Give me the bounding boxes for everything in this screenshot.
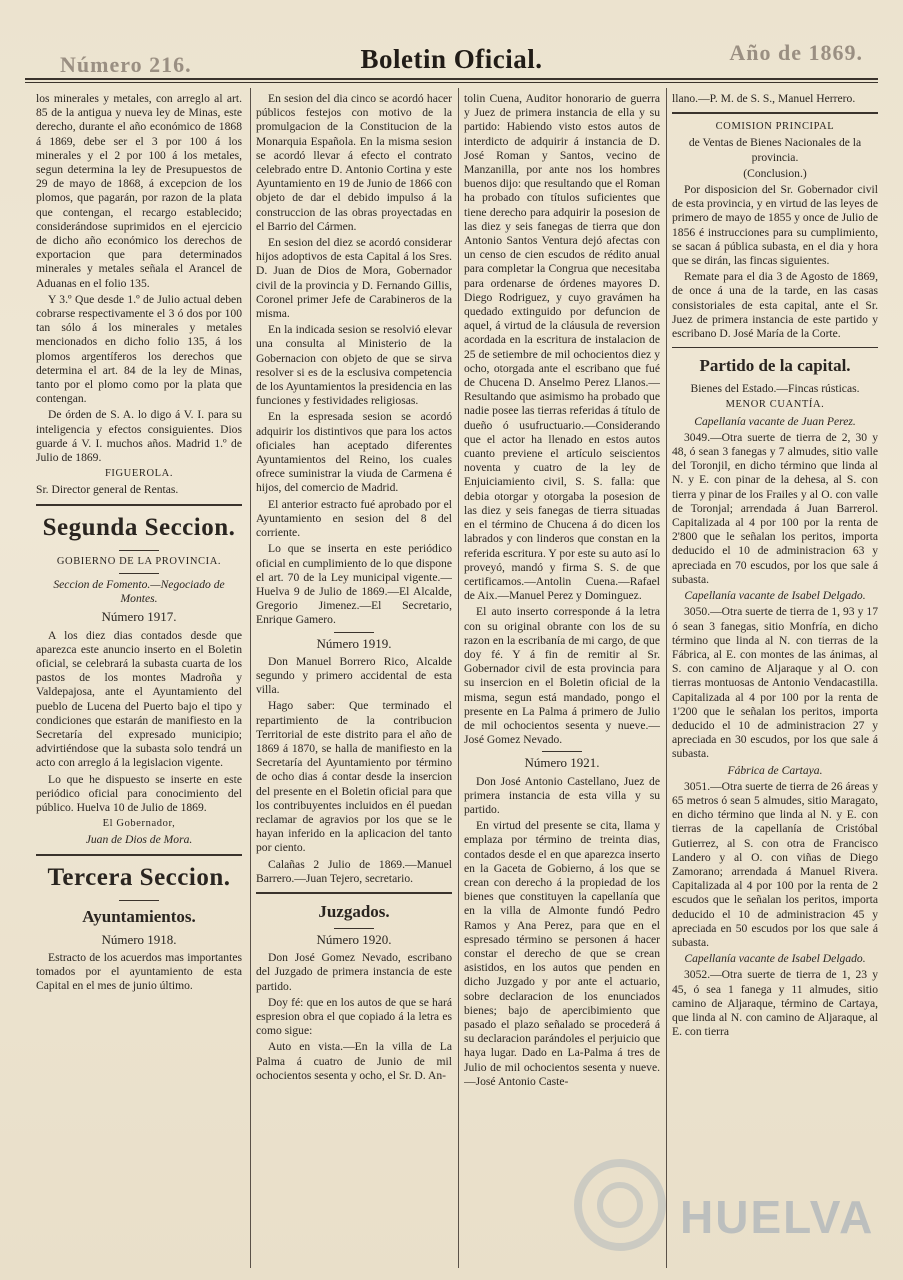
- subsection-title: Juzgados.: [318, 901, 390, 921]
- subsection-title: Partido de la capital.: [699, 356, 851, 376]
- commission-subtitle: de Ventas de Bienes Nacionales de la provincia.: [688, 136, 862, 164]
- section-subtitle: GOBIERNO DE LA PROVINCIA.: [56, 555, 222, 567]
- notice-number: Número 1919.: [316, 635, 392, 651]
- paragraph: Estracto de los acuerdos mas importantes tomados por el ayuntamiento de esta Capital en el mes de junio último.: [36, 950, 242, 993]
- section-title: Tercera Seccion.: [47, 863, 231, 891]
- paragraph: En virtud del presente se cita, llama y emplaza por término de treinta dias, contados desde el en que aparezca inserto en la Gaceta de Gobierno, á los que se crean con derecho á la propiedad de los bienes que constituyen la capellanía que en la villa de Almonte fundó Pedro Ramos y Ana Perez, para que en el espresado término se personen á hacer constar el derecho de que se crean asistidos, en los autos que penden en dicho Juzgado y por ante el actuario, sobre declaracion de los enunciados bienes; bajo de apercibimiento que pasado el plazo señalado se procederá á su declaracion parándoles el perjuicio que haya lugar. Dado en La-Palma á tres de Julio de mil ochocientos sesenta y nueve.—José Antonio Caste-: [464, 819, 660, 1088]
- section-rule: [672, 347, 878, 348]
- paragraph: llano.—P. M. de S. S., Manuel Herrero.: [672, 92, 856, 105]
- short-rule: [119, 900, 159, 901]
- short-rule: [542, 751, 582, 752]
- department-label: Seccion de Fomento.—Negociado de Montes.: [53, 577, 225, 606]
- notice-number: Número 1920.: [316, 931, 392, 947]
- paragraph: los minerales y metales, con arreglo al art. 85 de la antigua y nueva ley de Minas, este derecho, durante el año económico de 1868 á 1869, debe ser el 3 por 100 á los minerales y el 2 por 100 á los metales, segun determina la ley de Presupuestos de 29 de mayo de 1868, á excepcion de los plomos, que pagarán, por razon de la plata que contengan, el recargo establecido; considerándose suprimidos en el ejercicio de dicho año económico los derechos de exportacion que para determinados minerales y metales señala el Arancel de Aduanas en el folio 135.: [36, 92, 242, 290]
- section-rule: [36, 854, 242, 856]
- signature-title: El Gobernador,: [102, 818, 176, 830]
- paragraph: En la espresada sesion se acordó adquirir los distintivos que para los actos oficiales han aceptado diferentes Ayuntamientos del Reino, los cuales ofrece suministrar la viuda de Carmena é hijos, del comercio de Madrid.: [256, 410, 452, 495]
- header-rule: [25, 78, 878, 83]
- paragraph: Y 3.º Que desde 1.º de Julio actual deben cobrarse respectivamente el 3 ó dos por 100 tan sólo á los minerales y metales mencionados en dicho folio 135, á los plomos argentíferos los derechos que determina el art. 84 de la ley de Minas, tanto por el plomo como por la plata que contengan.: [36, 292, 242, 406]
- short-rule: [334, 632, 374, 633]
- column-3: [464, 92, 660, 1262]
- column-divider: [250, 88, 251, 1268]
- listing-entry: 3049.—Otra suerte de tierra de 2, 30 y 48, ó sean 3 fanegas y 7 almudes, sitio valle del Toronjil, en dicho término que linda al N. y E. con pinar de la dehesa, al S. con tierra y pinar de los Frailes y al O. con valle de Toronjal; arrendada á Juan Barrerol. Capitalizada al 4 por 100 por la renta de 2'800 que le señalan los peritos, importa deducido el 10 de administracion 63 y apreciada en 70 escudos, por los que sale á subasta.: [672, 430, 878, 586]
- paragraph: Auto en vista.—En la villa de La Palma á cuatro de Junio de mil ochocientos sesenta y ocho, el Sr. D. An-: [256, 1040, 452, 1082]
- paragraph: El auto inserto corresponde á la letra con su original obrante con los de su razon en la escribanía de mi cargo, de que doy fé. Y á fin de remitir al Sr. Gobernador civil de esta provincia para su insercion en el Boletin oficial de la misma, segun está mandado, pongo el presente en La Palma á primero de Julio de mil ochocientos sesenta y nueve.—José Gomez Nevado.: [464, 605, 660, 747]
- issue-year: Año de 1869.: [729, 40, 863, 65]
- paragraph: A los diez dias contados desde que aparezca este anuncio inserto en el Boletin oficial, se celebrará la subasta cuarta de los pastos de los montes Madroña y Valdepajosa, ante el Ayuntamiento del pueblo de Lucena del Puerto bajo el tipo y condiciones que estarán de manifiesto en la Secretaría del expresado municipio; advirtiéndose que la subasta solo tendrá un acto con arreglo á la legislacion vigente.: [36, 628, 242, 770]
- continuation-label: (Conclusion.): [743, 166, 807, 180]
- column-1: [36, 92, 242, 1262]
- paragraph: Por disposicion del Sr. Gobernador civil de esta provincia, y en virtud de las leyes de primero de mayo de 1855 y once de Julio de 1856 é instrucciones para su cumplimiento, se sacan á pública subasta, en el dia y hora que se dirán, las fincas siguientes.: [672, 183, 878, 268]
- short-rule: [119, 573, 159, 574]
- masthead-title: Boletin Oficial.: [360, 44, 543, 74]
- signature: FIGUEROLA.: [104, 468, 174, 480]
- listing-entry: 3052.—Otra suerte de tierra de 1, 23 y 45, ó sea 1 fanega y 11 almudes, sitio camino de Aljaraque, término de Cartaya, que linda al N. con camino de Aljaraque, al E. con tierra: [672, 968, 878, 1039]
- notice-number: Número 1918.: [101, 931, 177, 947]
- section-rule: [256, 892, 452, 894]
- paragraph: Hago saber: Que terminado el repartimiento de la contribucion Territorial de este distrito para el año de 1869 á 1870, se halla de manifiesto en la Secretaría del Ayuntamiento por término de ocho dias á contar desde la insercion del presente en el Boletin oficial para que los contribuyentes incluidos en él puedan reclamar de agravios por los que se le hayan inferido en la aplicacion del tanto por ciento.: [256, 699, 452, 855]
- paragraph: Lo que he dispuesto se inserte en este periódico oficial para conocimiento del público. Huelva 10 de Julio de 1869.: [36, 772, 242, 814]
- paragraph: En sesion del diez se acordó considerar hijos adoptivos de esta Capital á los Sres. D. Juan de Dios de Mora, Gobernador civil de la provincia y D. Fernando Gillis, Coronel primer Jefe de Carabineros de la misma.: [256, 236, 452, 321]
- column-4: [672, 92, 878, 1262]
- property-origin: Capellanía vacante de Isabel Delgado.: [684, 952, 866, 966]
- column-divider: [458, 88, 459, 1268]
- property-origin: Fábrica de Cartaya.: [727, 763, 823, 777]
- short-rule: [334, 928, 374, 929]
- section-rule: [672, 112, 878, 114]
- subsection-title: Ayuntamientos.: [82, 906, 196, 926]
- paragraph: En sesion del dia cinco se acordó hacer públicos festejos con motivo de la promulgacion de la Constitucion de la Monarquia Española. En la misma sesion se acordó llevar á efecto el contrato celebrado entre D. Antonio Cortina y este Ayuntamiento en 19 de Junio de 1866 con objeto de dar el debido impulso á la construccion de las obras proyectadas en el Barrio del Cármen.: [256, 92, 452, 233]
- paragraph: Don José Gomez Nevado, escribano del Juzgado de primera instancia de este partido.: [256, 951, 452, 993]
- short-rule: [119, 550, 159, 551]
- column-2: [256, 92, 452, 1262]
- addressee: Sr. Director general de Rentas.: [36, 483, 179, 497]
- listing-entry: 3050.—Otra suerte de tierra de 1, 93 y 17 ó sean 3 fanegas, sitio Monfría, en dicho término que linda al N. con tierras de la Fábrica, al E. con montes de las ánimas, al S. con camino de Aljaraque y al O. con tierras montuosas de Antonio Vendacastilla. Capitalizada al 4 por 100 por la renta de 1'200 que le señalan los peritos, importa deducido el 10 de administracion 27 y apreciada en 30 escudos, por los que sale á subasta.: [672, 605, 878, 761]
- signature-name: Juan de Dios de Mora.: [85, 833, 193, 847]
- listing-entry: 3051.—Otra suerte de tierra de 26 áreas y 65 metros ó sean 5 almudes, sitio Maragato, en dicho término que linda al N. y E. con tierras de la capellanía de Cristóbal Gutierrez, al S. con otra de Francisco Landero y al O. con viñas de Diego Zamorano; arrendada á Manuel Rivera. Capitalizada al 4 por 100 por la renta de 2 escudos que le señalan los peritos, importa deducido el 10 de administracion 45 y apreciada en 50 escudos por los que sale á subasta.: [672, 779, 878, 949]
- paragraph: tolin Cuena, Auditor honorario de guerra y Juez de primera instancia de ella y su partido: Habiendo visto estos autos de interdicto de adquirir á instancia de D. José Roman y Santos, vecino de Manzanilla, por ante nos los hombres buenos dijo: que resultando que el Roman ha probado con títulos suficientes que tiene derecho para adquirir la posesion de las diez y seis fanegas de tierra que don Antonio Santos Ventura dejó afectas con un censo de cien escudos de rédito anual para completar la Congrua que necesitaba para ordenarse de órdenes mayores D. Diego Rodriguez, y cuyo gravámen ha quedado extinguido por defuncion de aquel, á virtud de la cláusula de reversion acordada en la escritura de instalacion de 25 de setiembre de mil ochocientos diez y ocho, otorgada ante el escribano que fué de Chucena D. Anselmo Perez Llanos.—Resultando que asimismo ha probado que nadie posee las tierras referidas á título de dueño ó usufructuario.—Considerando que el actor ha llenado en estos autos cuanto previene el artículo seiscientos noventa y cuatro de la ley de Enjuiciamiento civil, S. S. falla: que debia otorgar y otorgaba la posesion de las diez y seis fanegas de tierra situadas en el término de Chucena á do dicen los labrados y con linderos que constan en la referida escritura. Y por este su auto así lo proveyó, mandó y firma S. S. de que certificamos.—Antolin Cuena.—Rafael de Aix.—Manuel Perez y Dominguez.: [464, 92, 660, 603]
- paragraph: En la indicada sesion se resolvió elevar una consulta al Ministerio de la Gobernacion con objeto de que se sirva resolver si es de la esclusiva competencia de los Ayuntamientos la presidencia en las funciones y festividades religiosas.: [256, 323, 452, 408]
- commission-title: COMISION PRINCIPAL: [715, 121, 835, 133]
- section-title: Segunda Seccion.: [42, 513, 236, 541]
- property-origin: Capellanía vacante de Isabel Delgado.: [684, 589, 866, 603]
- issue-number: Número 216.: [60, 52, 192, 77]
- paragraph: Remate para el dia 3 de Agosto de 1869, de once á una de la tarde, en las casas consistoriales de esta capital, ante el Sr. Juez de primera instancia de este partido y escribano D. José María de la Corte.: [672, 270, 878, 341]
- archive-watermark: HUELVA: [680, 1191, 875, 1243]
- notice-number: Número 1921.: [524, 755, 600, 771]
- paragraph: De órden de S. A. lo digo á V. I. para su inteligencia y efectos consiguientes. Dios guarde á V. I. muchos años. Madrid 1.º de Julio de 1869.: [36, 408, 242, 465]
- paragraph: Doy fé: que en los autos de que se hará espresion obra el que copiado á la letra es como sigue:: [256, 995, 452, 1038]
- paragraph: Lo que se inserta en este periódico oficial en cumplimiento de lo que dispone el art. 70 de la Ley municipal vigente.—Huelva 9 de Julio de 1869.—El Alcalde, Gregorio Jimenez.—El Secretario, Enrique Gamero.: [256, 542, 452, 627]
- property-origin: Capellanía vacante de Juan Perez.: [694, 414, 856, 428]
- category-label: Bienes del Estado.—Fincas rústicas.: [690, 382, 860, 396]
- paragraph: Calañas 2 Julio de 1869.—Manuel Barrero.—Juan Tejero, secretario.: [256, 857, 452, 885]
- category-label: MENOR CUANTÍA.: [725, 399, 825, 411]
- section-rule: [36, 504, 242, 506]
- column-divider: [666, 88, 667, 1268]
- paragraph: Don José Antonio Castellano, Juez de primera instancia de esta villa y su partido.: [464, 774, 660, 816]
- notice-number: Número 1917.: [101, 609, 177, 625]
- paragraph: Don Manuel Borrero Rico, Alcalde segundo y primero accidental de esta villa.: [256, 654, 452, 697]
- paragraph: El anterior estracto fué aprobado por el Ayuntamiento en sesion del 8 del corriente.: [256, 497, 452, 540]
